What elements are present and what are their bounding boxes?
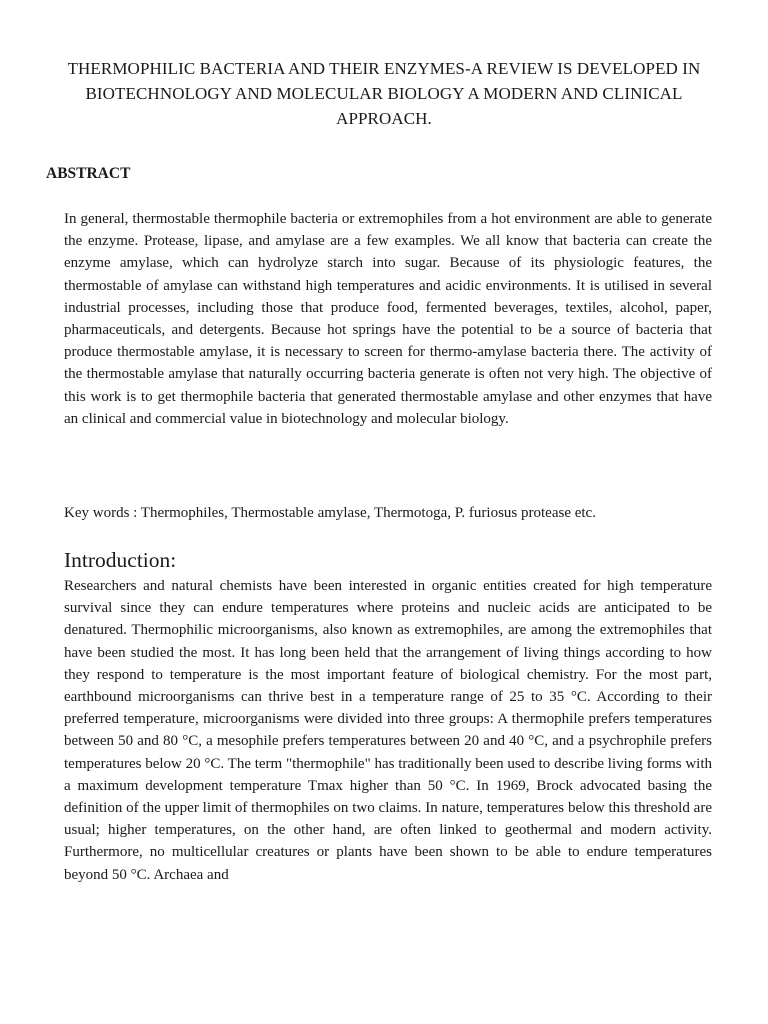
introduction-heading-colon: :	[170, 548, 177, 572]
paper-title: THERMOPHILIC BACTERIA AND THEIR ENZYMES-A REVIEW IS DEVELOPED IN BIOTECHNOLOGY AND MOLECULAR BIOLOGY A MODERN AND CLINICAL APPROACH.	[67, 59, 701, 128]
abstract-heading: ABSTRACT	[46, 165, 131, 182]
abstract-paragraph: In general, thermostable thermophile bacteria or extremophiles from a hot environment are able to generate the enzyme. Protease, lipase, and amylase are a few examples. We all know that bacteria can create the enzyme amylase, which can hydrolyze starch into sugar. Because of its physiologic features, the thermostable of amylase can withstand high temperatures and acidic environments. It is utilised in several industrial processes, including those that produce food, fermented beverages, textiles, alcohol, paper, pharmaceuticals, and detergents. Because hot springs have the potential to be a source of bacteria that produce thermostable amylase, it is necessary to screen for thermo-amylase bacteria there. The activity of the thermostable amylase that naturally occurring bacteria generate is often not very high. The objective of this work is to get thermophile bacteria that generated thermostable amylase and other enzymes that have an clinical and commercial value in biotechnology and molecular biology.	[64, 211, 712, 427]
introduction-heading-text: Introduction	[64, 548, 171, 572]
keywords-line: Key words : Thermophiles, Thermostable amylase, Thermotoga, P. furiosus protease etc.	[64, 505, 596, 521]
introduction-heading	[64, 545, 176, 575]
introduction-paragraph: Researchers and natural chemists have been interested in organic entities created for high temperature survival since they can endure temperatures where proteins and nucleic acids are anticipated to be denatured. Thermophilic microorganisms, also known as extremophiles, are among the extremophiles that have been studied the most. It has long been held that the arrangement of living things according to how they respond to temperature is the most important feature of biological chemistry. For the most part, earthbound microorganisms can thrive best in a temperature range of 25 to 35 °C. According to their preferred temperature, microorganisms were divided into three groups: A thermophile prefers temperatures between 50 and 80 °C, a mesophile prefers temperatures between 20 and 40 °C, and a psychrophile prefers temperatures below 20 °C. The term "thermophile" has traditionally been used to describe living forms with a maximum development temperature Tmax higher than 50 °C. In 1969, Brock advocated basing the definition of the upper limit of thermophiles on two claims. In nature, temperatures below this threshold are usual; higher temperatures, on the other hand, are often linked to geothermal and modern activity. Furthermore, no multicellular creatures or plants have been shown to be able to endure temperatures beyond 50 °C. Archaea and	[64, 578, 712, 883]
